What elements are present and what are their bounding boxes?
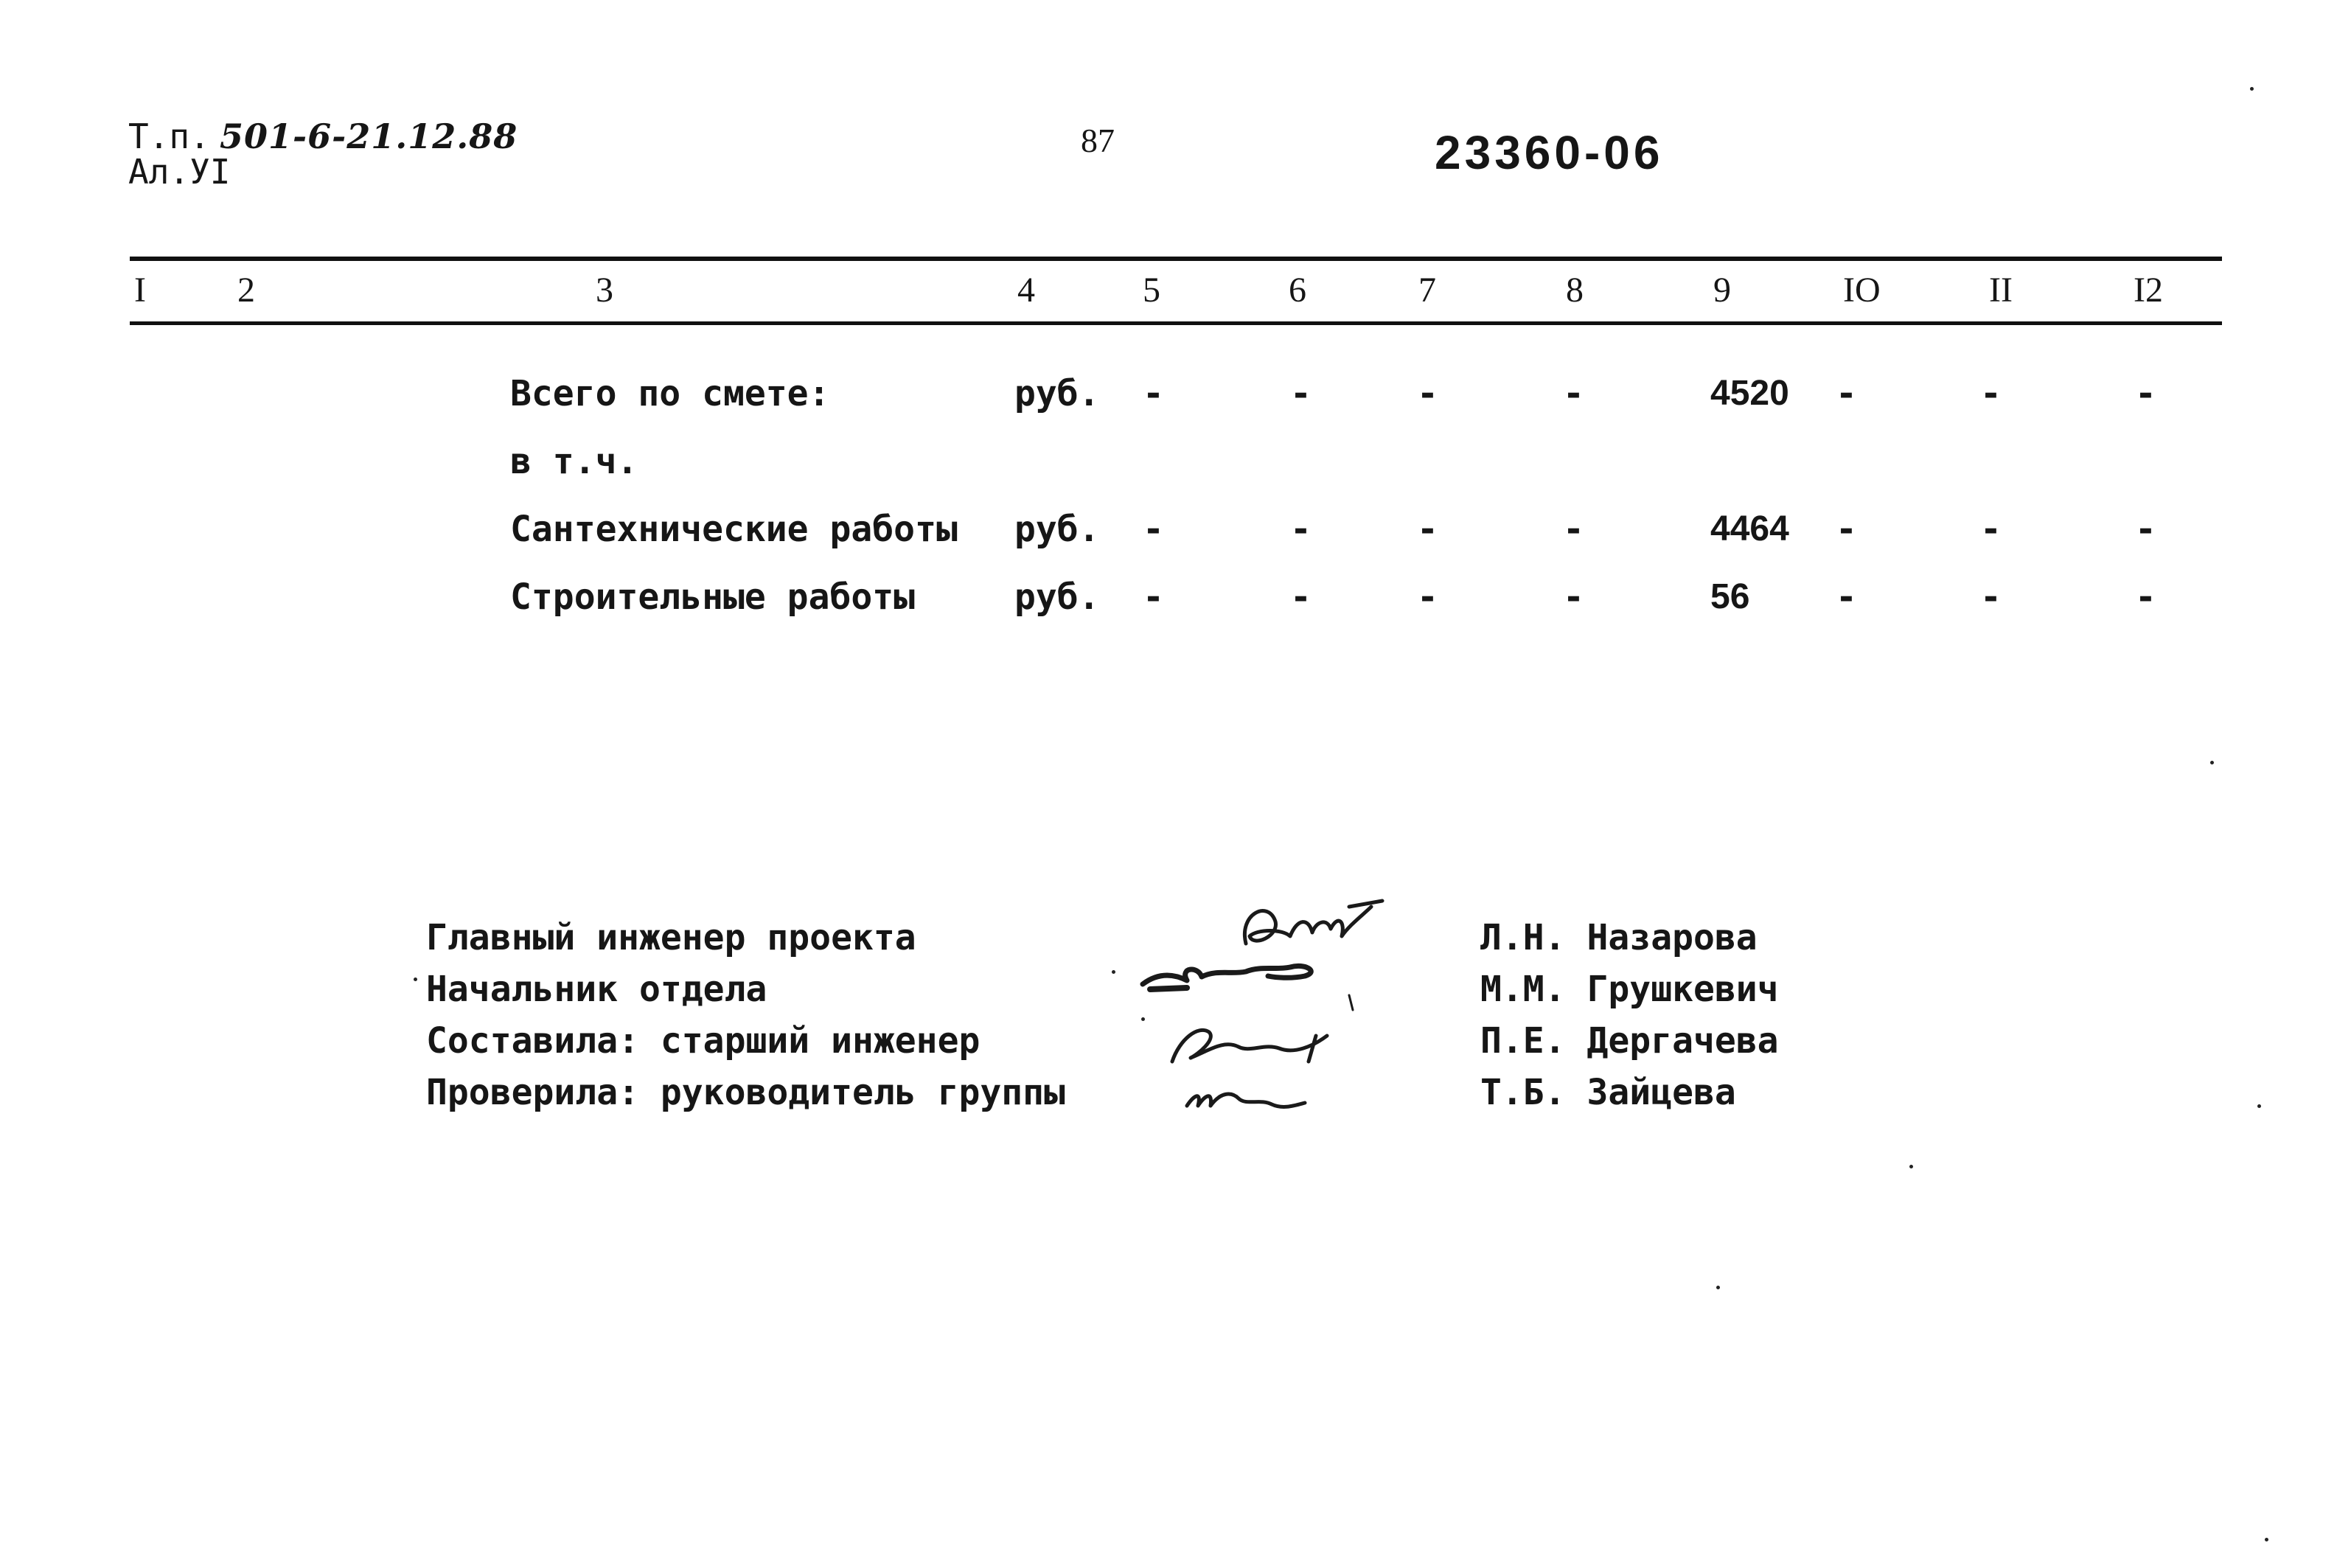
cell-col9-construction: 56 [1710, 577, 1750, 616]
cell-col7: - [1417, 576, 1438, 618]
signer-name: Л.Н. Назарова [1480, 917, 1758, 958]
handwritten-signatures [1128, 885, 1452, 1128]
row-unit: руб. [1014, 509, 1100, 550]
cell-col11: - [1980, 509, 2002, 550]
cell-col6: - [1290, 509, 1312, 550]
signer-role: Проверила: руководитель группы [426, 1072, 1065, 1113]
scan-speck [2210, 761, 2214, 764]
scan-speck [2265, 1538, 2268, 1541]
signer-role: Составила: старший инженер [426, 1020, 981, 1062]
ink-dot [414, 978, 417, 981]
ink-dot [1112, 970, 1115, 974]
scan-speck [2250, 87, 2254, 91]
ink-dot [1141, 1017, 1145, 1021]
page-number: 87 [1081, 122, 1115, 159]
scan-speck [1909, 1165, 1913, 1168]
column-number: 6 [1289, 271, 1306, 310]
column-number: 9 [1713, 271, 1731, 310]
signer-role: Главный инженер проекта [426, 917, 916, 958]
column-number: 5 [1143, 271, 1160, 310]
cell-col12: - [2135, 576, 2156, 618]
row-label: в т.ч. [510, 441, 638, 482]
column-number: 3 [596, 271, 613, 310]
row-label: Всего по смете: [510, 373, 830, 414]
scan-speck [1716, 1286, 1720, 1289]
signer-name: М.М. Грушкевич [1480, 969, 1779, 1010]
column-number: 4 [1017, 271, 1035, 310]
album-label: Ал.УI [128, 152, 231, 192]
table-top-rule [130, 257, 2222, 261]
column-number: II [1989, 271, 2013, 310]
column-number: 8 [1566, 271, 1584, 310]
column-number: 7 [1418, 271, 1436, 310]
column-number: I [134, 271, 146, 310]
row-label: Строительные работы [510, 576, 916, 618]
cell-col12: - [2135, 373, 2156, 414]
row-label: Сантехнические работы [510, 509, 958, 550]
cell-col11: - [1980, 373, 2002, 414]
column-number: 2 [237, 271, 255, 310]
cell-col5: - [1143, 373, 1164, 414]
table-header-rule [130, 321, 2222, 325]
cell-col11: - [1980, 576, 2002, 618]
cell-col7: - [1417, 509, 1438, 550]
cell-col10: - [1836, 373, 1857, 414]
row-unit: руб. [1014, 576, 1100, 618]
cell-col9-plumbing: 4464 [1710, 509, 1789, 548]
column-number: I2 [2134, 271, 2163, 310]
signer-role: Начальник отдела [426, 969, 767, 1010]
column-number: IO [1843, 271, 1881, 310]
cell-col8: - [1563, 373, 1584, 414]
cell-col10: - [1836, 509, 1857, 550]
signer-name: Т.Б. Зайцева [1480, 1072, 1736, 1113]
cell-col5: - [1143, 509, 1164, 550]
cell-col8: - [1563, 509, 1584, 550]
cell-col5: - [1143, 576, 1164, 618]
signer-name: П.Е. Дергачева [1480, 1020, 1779, 1062]
cell-col10: - [1836, 576, 1857, 618]
cell-col6: - [1290, 373, 1312, 414]
row-unit: руб. [1014, 373, 1100, 414]
doc-number: 501-6-21.12.88 [220, 116, 518, 156]
cell-col6: - [1290, 576, 1312, 618]
document-code: 23360-06 [1435, 126, 1664, 179]
cell-col8: - [1563, 576, 1584, 618]
cell-col9-total: 4520 [1710, 374, 1789, 413]
doc-prefix: Т.п. [128, 116, 210, 156]
cell-col7: - [1417, 373, 1438, 414]
cell-col12: - [2135, 509, 2156, 550]
scan-speck [2257, 1104, 2261, 1108]
